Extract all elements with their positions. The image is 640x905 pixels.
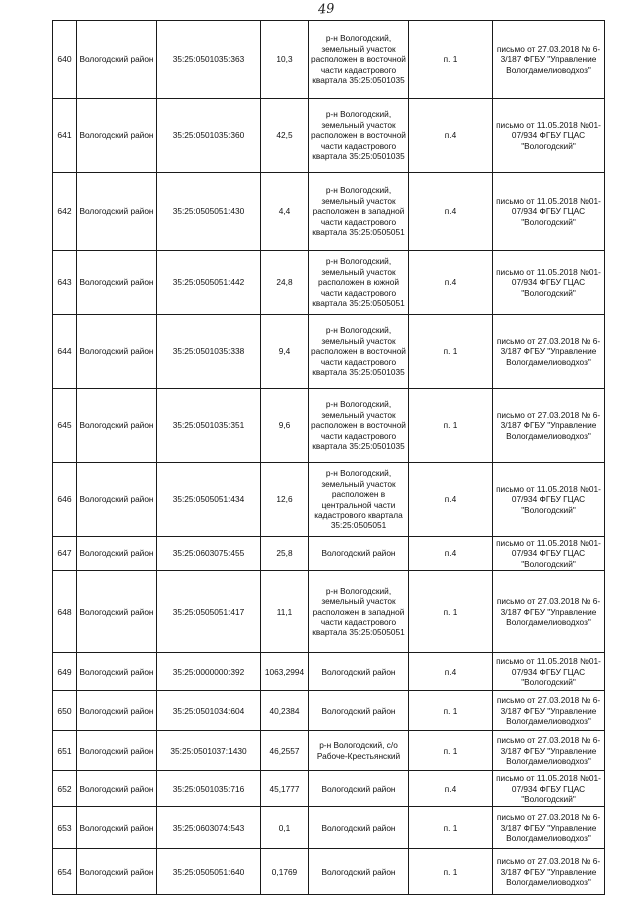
table-row bbox=[53, 537, 605, 571]
location-cell: Вологодский район bbox=[309, 807, 409, 849]
row-number: 640 bbox=[53, 21, 77, 99]
land-plots-table bbox=[52, 20, 605, 895]
cadastral-number: 35:25:0505051:430 bbox=[157, 173, 261, 251]
table-row bbox=[53, 731, 605, 771]
cadastral-number: 35:25:0501037:1430 bbox=[157, 731, 261, 771]
reference-letter: письмо от 27.03.2018 № 6-3/187 ФГБУ "Управление Вологдамелиоводхоз" bbox=[493, 807, 605, 849]
row-number: 650 bbox=[53, 691, 77, 731]
clause-cell: п.4 bbox=[409, 537, 493, 571]
row-number: 646 bbox=[53, 463, 77, 537]
clause-cell: п. 1 bbox=[409, 21, 493, 99]
page-number: 49 bbox=[317, 1, 336, 18]
district-cell: Вологодский район bbox=[77, 389, 157, 463]
cadastral-number: 35:25:0501035:716 bbox=[157, 771, 261, 807]
reference-letter: письмо от 11.05.2018 №01-07/934 ФГБУ ГЦАС "Вологодский" bbox=[493, 463, 605, 537]
reference-letter: письмо от 11.05.2018 №01-07/934 ФГБУ ГЦАС "Вологодский" bbox=[493, 251, 605, 315]
location-cell: Вологодский район bbox=[309, 849, 409, 895]
clause-cell: п. 1 bbox=[409, 731, 493, 771]
area-cell: 46,2557 bbox=[261, 731, 309, 771]
cadastral-number: 35:25:0505051:640 bbox=[157, 849, 261, 895]
reference-letter: письмо от 11.05.2018 №01-07/934 ФГБУ ГЦАС "Вологодский" bbox=[493, 99, 605, 173]
row-number: 645 bbox=[53, 389, 77, 463]
reference-letter: письмо от 27.03.2018 № 6-3/187 ФГБУ "Управление Вологдамелиоводхоз" bbox=[493, 315, 605, 389]
district-cell: Вологодский район bbox=[77, 463, 157, 537]
cadastral-number: 35:25:0603074:543 bbox=[157, 807, 261, 849]
area-cell: 9,6 bbox=[261, 389, 309, 463]
reference-letter: письмо от 27.03.2018 № 6-3/187 ФГБУ "Управление Вологдамелиоводхоз" bbox=[493, 691, 605, 731]
area-cell: 1063,2994 bbox=[261, 653, 309, 691]
location-cell: р-н Вологодский, земельный участок расположен в восточной части кадастрового квартала 35:25:0501035 bbox=[309, 315, 409, 389]
clause-cell: п.4 bbox=[409, 99, 493, 173]
district-cell: Вологодский район bbox=[77, 21, 157, 99]
reference-letter: письмо от 11.05.2018 №01-07/934 ФГБУ ГЦАС "Вологодский" bbox=[493, 771, 605, 807]
location-cell: Вологодский район bbox=[309, 691, 409, 731]
location-cell: Вологодский район bbox=[309, 653, 409, 691]
table-row bbox=[53, 99, 605, 173]
area-cell: 12,6 bbox=[261, 463, 309, 537]
row-number: 644 bbox=[53, 315, 77, 389]
district-cell: Вологодский район bbox=[77, 849, 157, 895]
location-cell: р-н Вологодский, земельный участок расположен в восточной части кадастрового квартала 35:25:0501035 bbox=[309, 389, 409, 463]
table-body bbox=[53, 21, 605, 895]
area-cell: 42,5 bbox=[261, 99, 309, 173]
clause-cell: п. 1 bbox=[409, 315, 493, 389]
table-row bbox=[53, 389, 605, 463]
table-row bbox=[53, 251, 605, 315]
clause-cell: п.4 bbox=[409, 173, 493, 251]
clause-cell: п.4 bbox=[409, 771, 493, 807]
cadastral-number: 35:25:0501035:338 bbox=[157, 315, 261, 389]
table-row bbox=[53, 807, 605, 849]
reference-letter: письмо от 11.05.2018 №01-07/934 ФГБУ ГЦАС "Вологодский" bbox=[493, 173, 605, 251]
row-number: 648 bbox=[53, 571, 77, 653]
reference-letter: письмо от 27.03.2018 № 6-3/187 ФГБУ "Управление Вологдамелиоводхоз" bbox=[493, 571, 605, 653]
table-row bbox=[53, 771, 605, 807]
table-row bbox=[53, 653, 605, 691]
district-cell: Вологодский район bbox=[77, 807, 157, 849]
district-cell: Вологодский район bbox=[77, 99, 157, 173]
reference-letter: письмо от 27.03.2018 № 6-3/187 ФГБУ "Управление Вологдамелиоводхоз" bbox=[493, 389, 605, 463]
location-cell: Вологодский район bbox=[309, 771, 409, 807]
cadastral-number: 35:25:0505051:417 bbox=[157, 571, 261, 653]
location-cell: Вологодский район bbox=[309, 537, 409, 571]
reference-letter: письмо от 11.05.2018 №01-07/934 ФГБУ ГЦАС "Вологодский" bbox=[493, 537, 605, 571]
area-cell: 9,4 bbox=[261, 315, 309, 389]
row-number: 651 bbox=[53, 731, 77, 771]
row-number: 642 bbox=[53, 173, 77, 251]
district-cell: Вологодский район bbox=[77, 173, 157, 251]
area-cell: 0,1769 bbox=[261, 849, 309, 895]
area-cell: 45,1777 bbox=[261, 771, 309, 807]
location-cell: р-н Вологодский, земельный участок расположен в западной части кадастрового квартала 35:25:0505051 bbox=[309, 571, 409, 653]
district-cell: Вологодский район bbox=[77, 571, 157, 653]
cadastral-number: 35:25:0505051:434 bbox=[157, 463, 261, 537]
clause-cell: п. 1 bbox=[409, 849, 493, 895]
area-cell: 25,8 bbox=[261, 537, 309, 571]
table-row bbox=[53, 173, 605, 251]
table-row bbox=[53, 849, 605, 895]
table-row bbox=[53, 463, 605, 537]
clause-cell: п.4 bbox=[409, 251, 493, 315]
clause-cell: п. 1 bbox=[409, 389, 493, 463]
row-number: 641 bbox=[53, 99, 77, 173]
district-cell: Вологодский район bbox=[77, 315, 157, 389]
area-cell: 10,3 bbox=[261, 21, 309, 99]
district-cell: Вологодский район bbox=[77, 691, 157, 731]
location-cell: р-н Вологодский, земельный участок расположен в западной части кадастрового квартала 35:25:0505051 bbox=[309, 173, 409, 251]
row-number: 643 bbox=[53, 251, 77, 315]
district-cell: Вологодский район bbox=[77, 771, 157, 807]
row-number: 654 bbox=[53, 849, 77, 895]
area-cell: 0,1 bbox=[261, 807, 309, 849]
district-cell: Вологодский район bbox=[77, 537, 157, 571]
location-cell: р-н Вологодский, земельный участок расположен в восточной части кадастрового квартала 35:25:0501035 bbox=[309, 21, 409, 99]
row-number: 652 bbox=[53, 771, 77, 807]
cadastral-number: 35:25:0000000:392 bbox=[157, 653, 261, 691]
reference-letter: письмо от 27.03.2018 № 6-3/187 ФГБУ "Управление Вологдамелиоводхоз" bbox=[493, 21, 605, 99]
row-number: 649 bbox=[53, 653, 77, 691]
clause-cell: п. 1 bbox=[409, 571, 493, 653]
reference-letter: письмо от 27.03.2018 № 6-3/187 ФГБУ "Управление Вологдамелиоводхоз" bbox=[493, 849, 605, 895]
cadastral-number: 35:25:0501035:351 bbox=[157, 389, 261, 463]
row-number: 653 bbox=[53, 807, 77, 849]
area-cell: 24,8 bbox=[261, 251, 309, 315]
table-row bbox=[53, 315, 605, 389]
location-cell: р-н Вологодский, земельный участок расположен в восточной части кадастрового квартала 35:25:0501035 bbox=[309, 99, 409, 173]
table-row bbox=[53, 691, 605, 731]
cadastral-number: 35:25:0603075:455 bbox=[157, 537, 261, 571]
clause-cell: п.4 bbox=[409, 463, 493, 537]
cadastral-number: 35:25:0505051:442 bbox=[157, 251, 261, 315]
clause-cell: п. 1 bbox=[409, 691, 493, 731]
district-cell: Вологодский район bbox=[77, 653, 157, 691]
cadastral-number: 35:25:0501035:360 bbox=[157, 99, 261, 173]
table-row bbox=[53, 21, 605, 99]
cadastral-number: 35:25:0501034:604 bbox=[157, 691, 261, 731]
district-cell: Вологодский район bbox=[77, 731, 157, 771]
cadastral-number: 35:25:0501035:363 bbox=[157, 21, 261, 99]
row-number: 647 bbox=[53, 537, 77, 571]
reference-letter: письмо от 11.05.2018 №01-07/934 ФГБУ ГЦАС "Вологодский" bbox=[493, 653, 605, 691]
clause-cell: п. 1 bbox=[409, 807, 493, 849]
table-row bbox=[53, 571, 605, 653]
location-cell: р-н Вологодский, земельный участок расположен в южной части кадастрового квартала 35:25:0505051 bbox=[309, 251, 409, 315]
reference-letter: письмо от 27.03.2018 № 6-3/187 ФГБУ "Управление Вологдамелиоводхоз" bbox=[493, 731, 605, 771]
location-cell: р-н Вологодский, с/о Рабоче-Крестьянский bbox=[309, 731, 409, 771]
area-cell: 40,2384 bbox=[261, 691, 309, 731]
area-cell: 11,1 bbox=[261, 571, 309, 653]
clause-cell: п.4 bbox=[409, 653, 493, 691]
area-cell: 4,4 bbox=[261, 173, 309, 251]
location-cell: р-н Вологодский, земельный участок расположен в центральной части кадастрового квартала 35:25:0505051 bbox=[309, 463, 409, 537]
district-cell: Вологодский район bbox=[77, 251, 157, 315]
